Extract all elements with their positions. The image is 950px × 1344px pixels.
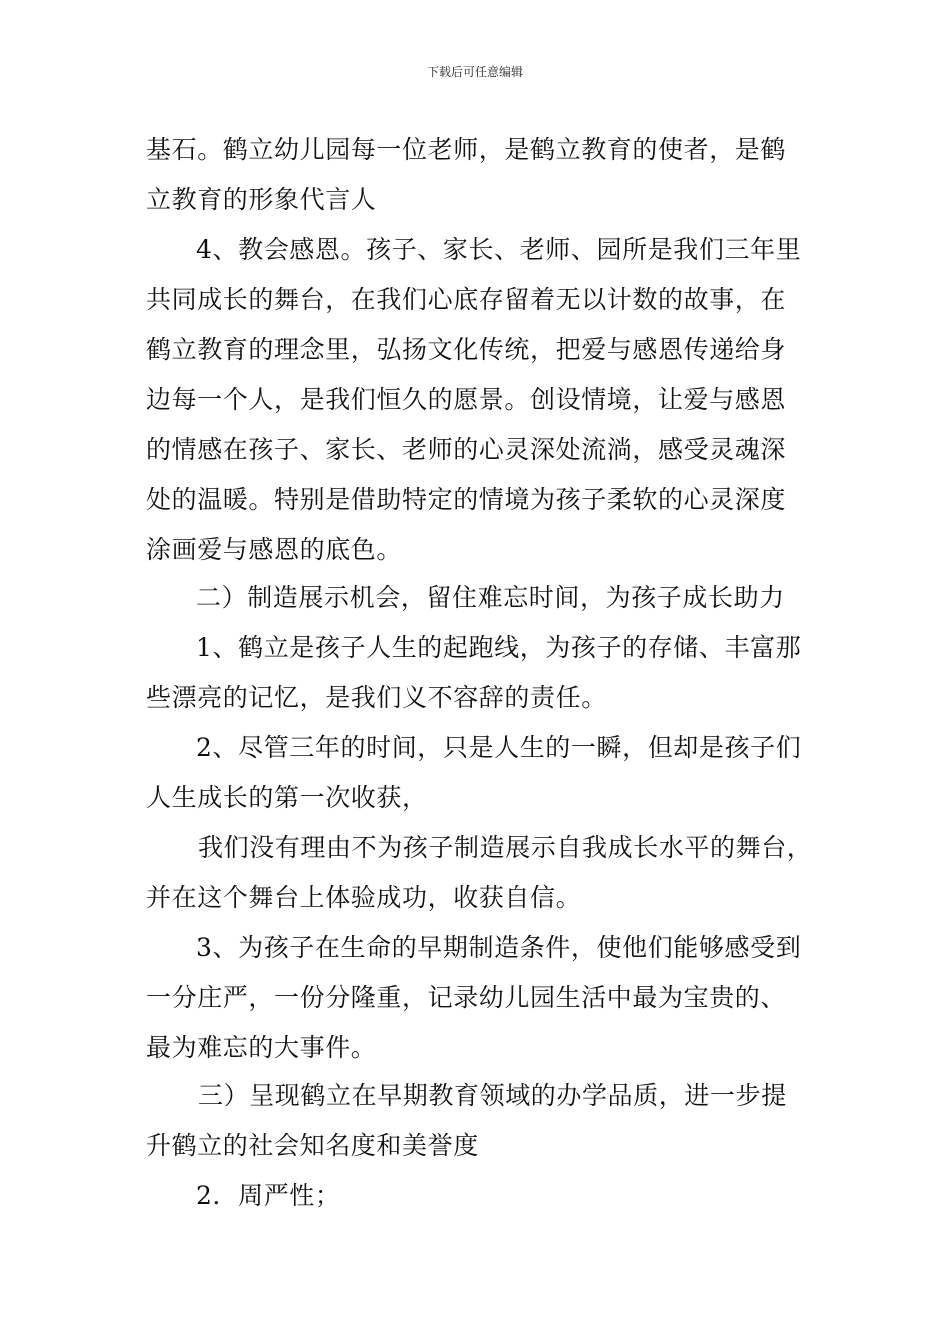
paragraph-line: 边每一个人，是我们恒久的愿景。创设情境，让爱与感恩 — [146, 385, 787, 414]
paragraph-line: 鹤立教育的理念里，弘扬文化传统，把爱与感恩传递给身 — [146, 335, 787, 364]
paragraph-line: 立教育的形象代言人 — [146, 185, 377, 214]
paragraph-line: 升鹤立的社会知名度和美誉度 — [146, 1131, 479, 1160]
paragraph-line: 人生成长的第一次收获， — [146, 783, 428, 812]
paragraph-line: 些漂亮的记忆，是我们义不容辞的责任。 — [146, 683, 607, 712]
page-header: 下载后可任意编辑 — [426, 65, 523, 79]
section-heading: 三）呈现鹤立在早期教育领域的办学品质，进一步提 — [198, 1081, 787, 1110]
paragraph-line: 2、尽管三年的时间，只是人生的一瞬，但却是孩子们 — [196, 733, 802, 762]
paragraph-line: 我们没有理由不为孩子制造展示自我成长水平的舞台， — [198, 833, 813, 862]
section-heading: 二）制造展示机会，留住难忘时间，为孩子成长助力 — [196, 583, 785, 612]
paragraph-line: 基石。鹤立幼儿园每一位老师，是鹤立教育的使者，是鹤 — [146, 135, 787, 164]
paragraph-line: 3、为孩子在生命的早期制造条件，使他们能够感受到 — [196, 933, 802, 962]
paragraph-line: 共同成长的舞台，在我们心底存留着无以计数的故事，在 — [146, 285, 787, 314]
paragraph-line: 并在这个舞台上体验成功，收获自信。 — [146, 883, 582, 912]
paragraph-line: 涂画爱与感恩的底色。 — [146, 535, 403, 564]
paragraph-line: 最为难忘的大事件。 — [146, 1033, 377, 1062]
list-item: 2．周严性； — [196, 1181, 341, 1210]
paragraph-line: 1、鹤立是孩子人生的起跑线，为孩子的存储、丰富那 — [196, 633, 802, 662]
paragraph-line: 处的温暖。特别是借助特定的情境为孩子柔软的心灵深度 — [146, 485, 787, 514]
paragraph-line: 的情感在孩子、家长、老师的心灵深处流淌，感受灵魂深 — [146, 435, 787, 464]
paragraph-line: 4、教会感恩。孩子、家长、老师、园所是我们三年里 — [196, 235, 802, 264]
paragraph-line: 一分庄严，一份分隆重，记录幼儿园生活中最为宝贵的、 — [146, 983, 787, 1012]
